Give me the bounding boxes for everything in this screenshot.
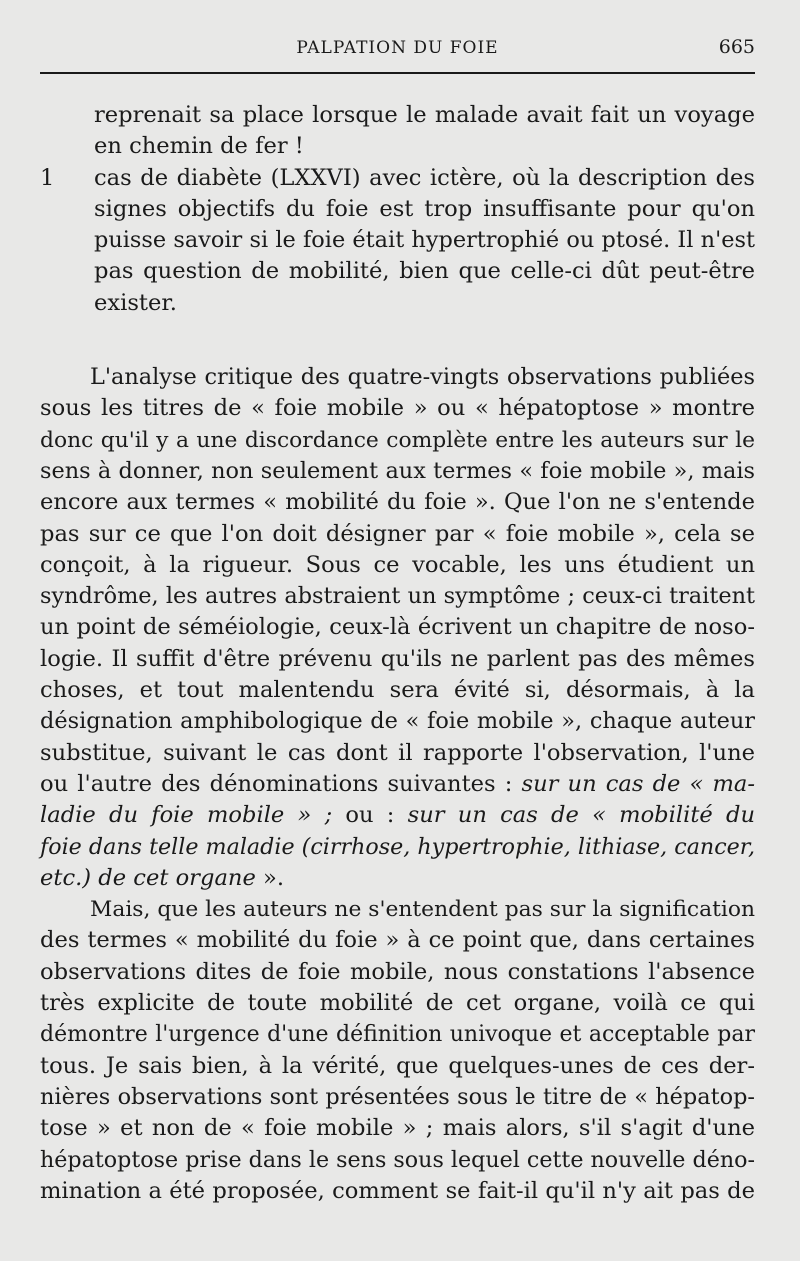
text-line: nières observations sont présentées sous le titre de « hépatop- <box>40 1083 755 1110</box>
text-line: hépatoptose prise dans le sens sous lequel cette nouvelle déno- <box>40 1146 755 1173</box>
text-line <box>40 612 755 643</box>
text-line: sous les titres de « foie mobile » ou « hépatoptose » montre <box>40 395 755 422</box>
text-line: logie. Il suffit d'être prévenu qu'ils ne parlent pas des mêmes <box>40 645 755 672</box>
header-rule <box>40 72 755 74</box>
italic-segment: foie dans telle maladie (cirrhose, hypertrophie, lithiase, cancer, <box>40 833 755 860</box>
text-line <box>40 163 755 194</box>
text-line: tous. Je sais bien, à la vérité, que quelques-unes de ces der- <box>40 1052 755 1079</box>
text-line: encore aux termes « mobilité du foie ». Que l'on ne s'entende <box>40 489 755 516</box>
paragraph-gap <box>40 319 755 362</box>
running-title: PALPATION DU FOIE <box>296 38 499 58</box>
page-number: 665 <box>718 36 755 58</box>
text-line: des termes « mobilité du foie » à ce point que, dans certaines <box>40 927 755 954</box>
text-line: en chemin de fer ! <box>94 133 304 160</box>
italic-segment: etc.) de cet organe <box>40 864 256 891</box>
item-text: cas de diabète (LXXVI) avec ictère, où la description des <box>94 164 755 191</box>
text-line: mination a été proposée, comment se fait-il qu'il n'y ait pas de <box>40 1177 755 1204</box>
text-line: exister. <box>94 289 177 316</box>
text-segment: ou : <box>332 802 408 829</box>
text-line <box>40 863 755 894</box>
text-line: syndrôme, les autres abstraient un symptôme ; ceux-ci traitent <box>40 583 755 610</box>
text-line: signes objectifs du foie est trop insuffisante pour qu'on <box>94 195 755 222</box>
italic-segment: ladie du foie mobile » ; <box>40 802 333 829</box>
italic-segment: sur un cas de « mobilité du <box>407 802 756 829</box>
text-line: choses, et tout malentendu sera évité si, désormais, à la <box>40 677 755 704</box>
text-line: pas sur ce que l'on doit désigner par « foie mobile », cela se <box>40 520 755 547</box>
text-line: Mais, que les auteurs ne s'entendent pas sur la signification <box>90 897 755 923</box>
text-line: substitue, suivant le cas dont il rapporte l'observation, l'une <box>40 739 755 766</box>
text-line: puisse savoir si le foie était hypertrophié ou ptosé. Il n'est <box>94 227 755 254</box>
text-line <box>40 769 755 800</box>
text-line: sens à donner, non seulement aux termes « foie mobile », mais <box>40 457 755 484</box>
text-line <box>40 800 755 831</box>
text-line: L'analyse critique des quatre-vingts observations publiées <box>90 364 755 391</box>
text-line: très explicite de toute mobilité de cet organe, voilà ce qui <box>40 990 755 1017</box>
page-header <box>40 30 755 70</box>
text-line: conçoit, à la rigueur. Sous ce vocable, les uns étudient un <box>40 551 755 578</box>
text-line: donc qu'il y a une discordance complète entre les auteurs sur le <box>40 427 755 453</box>
text-line: pas question de mobilité, bien que celle-ci dût peut-être <box>94 258 755 285</box>
text-segment: ». <box>255 864 285 891</box>
text-line: observations dites de foie mobile, nous constations l'absence <box>40 958 755 985</box>
text-line: tose » et non de « foie mobile » ; mais alors, s'il s'agit d'une <box>40 1115 755 1142</box>
body-text <box>40 100 755 1207</box>
text-line: reprenait sa place lorsque le malade avait fait un voyage <box>94 102 755 128</box>
text-line: désignation amphibologique de « foie mobile », chaque auteur <box>40 708 755 735</box>
text-line: démontre l'urgence d'une définition univoque et acceptable par <box>40 1022 755 1048</box>
text-segment: un point de séméiologie, ceux-là écrivent un chapitre de noso- <box>40 614 755 641</box>
text-line <box>40 832 755 863</box>
text-segment: ou l'autre des dénominations suivantes : <box>40 770 522 797</box>
item-number: 1 <box>40 164 55 191</box>
italic-segment: sur un cas de « ma- <box>521 770 755 797</box>
